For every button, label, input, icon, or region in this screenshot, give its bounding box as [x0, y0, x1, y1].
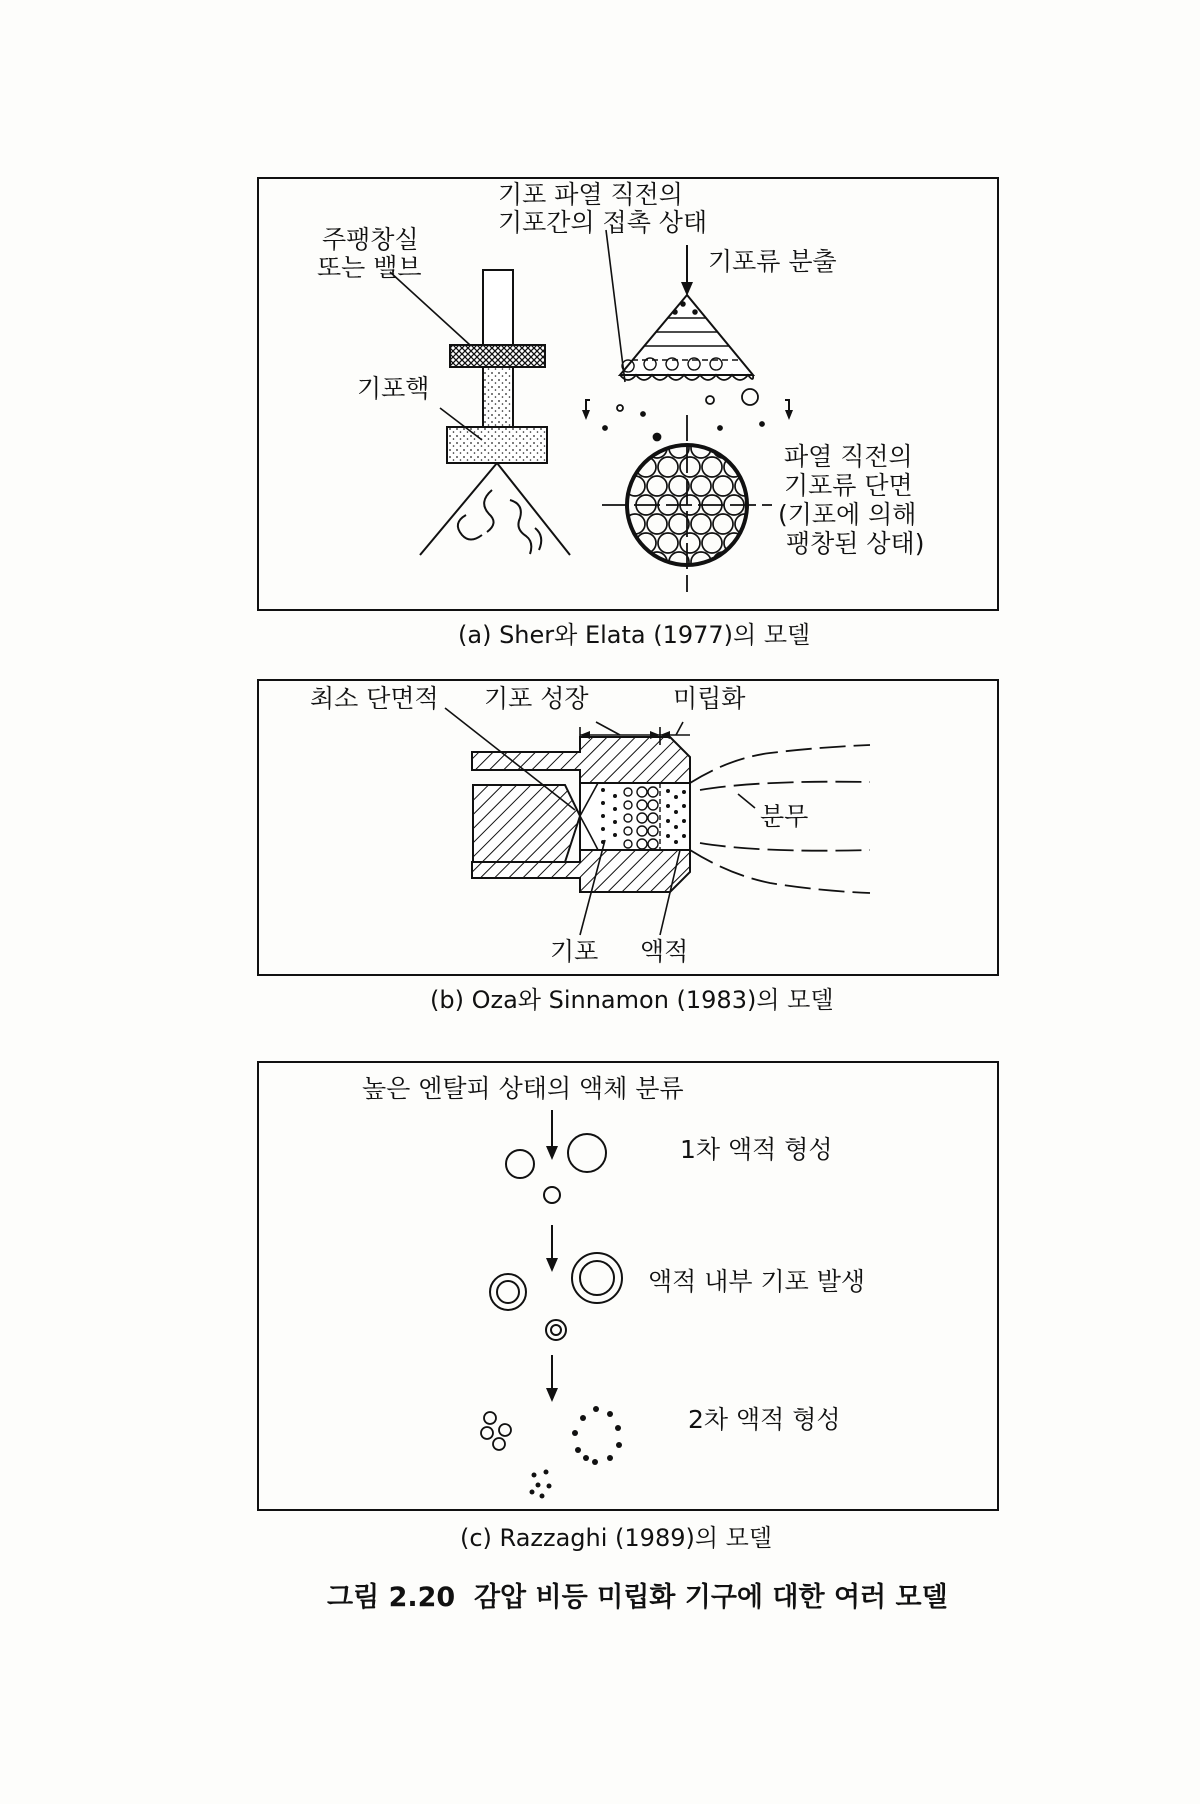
caption-panel-b: (b) Oza와 Sinnamon (1983)의 모델 — [430, 986, 834, 1014]
label-bubble: 기포 — [550, 937, 599, 966]
valve-leader — [390, 272, 470, 345]
figure-caption: 그림 2.20 감압 비등 미립화 기구에 대한 여러 모델 — [327, 1582, 948, 1613]
label-internal-bubbles: 액적 내부 기포 발생 — [648, 1267, 866, 1296]
flow-arrows — [546, 1110, 558, 1402]
caption-panel-c: (c) Razzaghi (1989)의 모델 — [460, 1524, 773, 1552]
label-spray: 분무 — [760, 802, 809, 831]
label-primary-droplets: 1차 액적 형성 — [680, 1135, 833, 1164]
expansion-chamber — [447, 427, 547, 463]
label-bubbly-jet: 기포류 분출 — [708, 247, 837, 276]
caption-panel-a: (a) Sher와 Elata (1977)의 모델 — [458, 621, 811, 649]
label-section-line1: 파열 직전의 — [784, 442, 913, 471]
droplets-with-internal-bubbles — [490, 1253, 622, 1340]
panel-c — [258, 1062, 998, 1552]
label-contact-line2: 기포간의 접촉 상태 — [498, 208, 708, 237]
label-secondary-droplets: 2차 액적 형성 — [688, 1405, 841, 1434]
label-bubble-nucleus: 기포핵 — [357, 374, 430, 403]
label-bubble-growth: 기포 성장 — [484, 684, 589, 713]
bubbly-jet-cone — [620, 295, 753, 380]
scattered-bubbles — [603, 389, 764, 441]
label-section-line4: 팽창된 상태) — [786, 529, 925, 558]
bubbly-jet-cross-section — [602, 415, 772, 592]
label-valve-line2: 또는 밸브 — [317, 253, 422, 282]
panel-b — [258, 680, 998, 1014]
label-section-line3: (기포에 의해 — [778, 500, 917, 529]
label-minimum-area: 최소 단면적 — [310, 684, 439, 713]
bubble-growth-region — [580, 783, 690, 850]
secondary-droplets — [481, 1406, 622, 1499]
panel-c-frame — [258, 1062, 998, 1510]
label-valve-line1: 주팽창실 — [322, 225, 419, 254]
panel-a — [258, 178, 998, 649]
contact-leader — [606, 230, 625, 382]
primary-droplets — [506, 1134, 606, 1203]
label-section-line2: 기포류 단면 — [784, 471, 913, 500]
expansion-nozzle — [420, 270, 570, 555]
valve — [450, 345, 545, 367]
label-contact-line1: 기포 파열 직전의 — [498, 180, 683, 209]
jet-arrowhead — [681, 282, 693, 296]
label-high-enthalpy-jet: 높은 엔탈피 상태의 액체 분류 — [362, 1074, 684, 1103]
label-atomization: 미립화 — [673, 684, 746, 713]
label-droplet: 액적 — [640, 937, 689, 966]
